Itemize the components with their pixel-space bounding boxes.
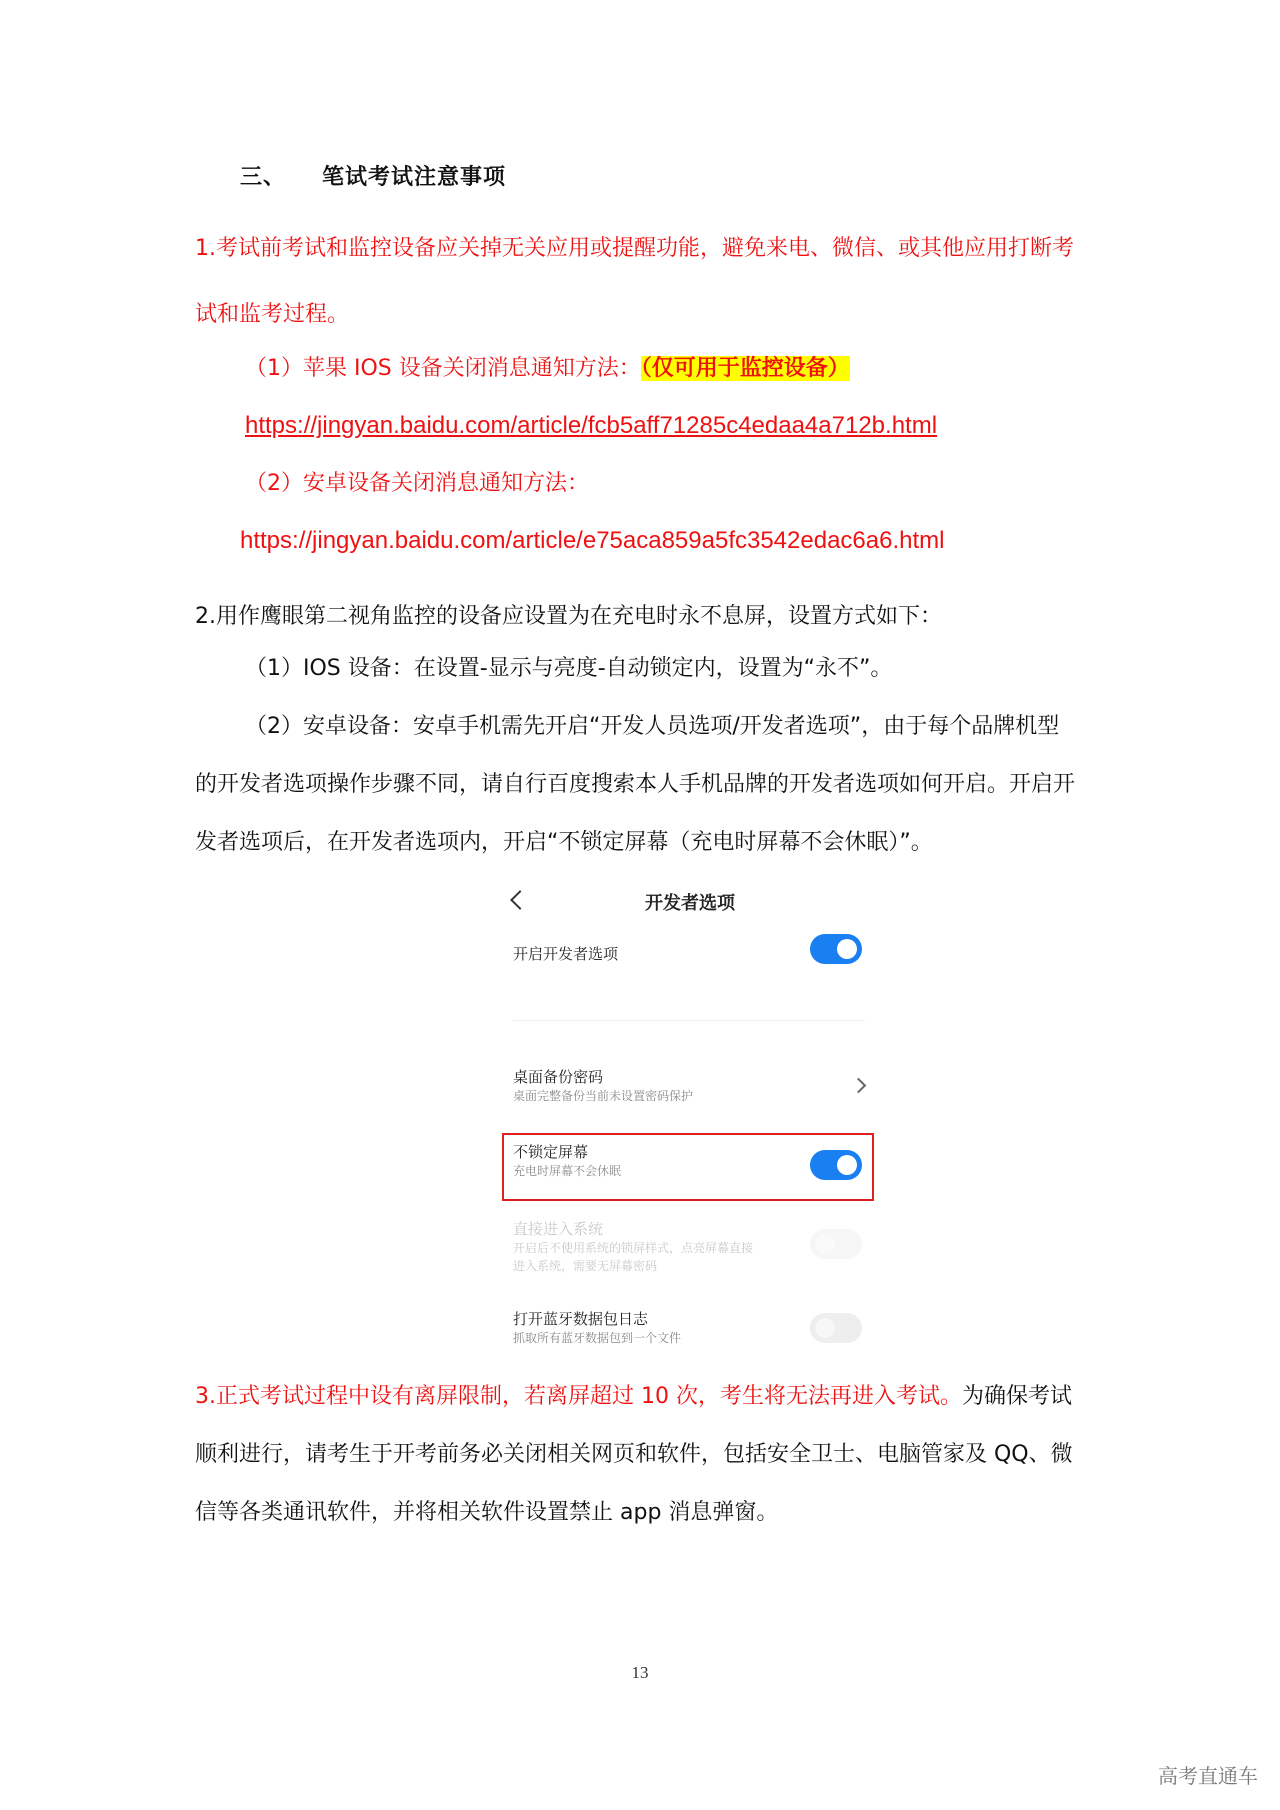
toggle-disabled-icon — [810, 1229, 862, 1259]
row-title: 打开蓝牙数据包日志 — [513, 1310, 649, 1328]
item2-line1: 2.用作鹰眼第二视角监控的设备应设置为在充电时永不息屏，设置方式如下： — [195, 604, 942, 629]
item3-line3: 信等各类通讯软件，并将相关软件设置禁止 app 消息弹窗。 — [195, 1500, 779, 1525]
row-subtitle-2: 进入系统，需要无屏幕密码 — [513, 1259, 658, 1273]
page-number: 13 — [631, 1663, 649, 1682]
ios-notify-label: （1）苹果 IOS 设备关闭消息通知方法： — [245, 356, 641, 381]
section-heading — [240, 160, 506, 191]
row-subtitle: 桌面完整备份当前未设置密码保护 — [513, 1089, 694, 1103]
item1-line2: 试和监考过程。 — [195, 302, 350, 327]
item2-android-line3: 发者选项后，在开发者选项内，开启“不锁定屏幕（充电时屏幕不会休眠）”。 — [195, 830, 933, 855]
chevron-right-icon — [851, 1078, 867, 1094]
row-keep-screen-on — [513, 1141, 621, 1180]
row-enable-developer-options — [513, 943, 618, 964]
section-title: 笔试考试注意事项 — [322, 165, 507, 190]
item3-black-text: 为确保考试 — [961, 1384, 1072, 1409]
row-direct-enter-system — [513, 1218, 753, 1275]
row-title: 开启开发者选项 — [513, 945, 619, 963]
divider — [513, 1020, 865, 1021]
ios-notify-note: （仅可用于监控设备） — [640, 356, 850, 381]
toggle-on-icon — [810, 1150, 862, 1180]
developer-options-screenshot — [505, 885, 875, 1355]
item2-android-line1: （2）安卓设备：安卓手机需先开启“开发人员选项/开发者选项”，由于每个品牌机型 — [245, 714, 1060, 739]
row-title: 直接进入系统 — [513, 1220, 604, 1238]
android-notify-label: （2）安卓设备关闭消息通知方法： — [245, 471, 589, 496]
item2-android-line2: 的开发者选项操作步骤不同，请自行百度搜索本人手机品牌的开发者选项如何开启。开启开 — [195, 772, 1076, 797]
row-bluetooth-log — [513, 1308, 681, 1347]
row-subtitle: 充电时屏幕不会休眠 — [513, 1164, 622, 1178]
item3-line2: 顺利进行，请考生于开考前务必关闭相关网页和软件，包括安全卫士、电脑管家及 QQ、微 — [195, 1442, 1073, 1467]
ios-notify-heading — [245, 354, 850, 384]
ios-notify-link[interactable]: https://jingyan.baidu.com/article/fcb5aff71285c4edaa4a712b.html — [245, 412, 938, 439]
row-title: 不锁定屏幕 — [513, 1143, 589, 1161]
watermark: 高考直通车 — [1158, 1764, 1258, 1788]
row-subtitle: 抓取所有蓝牙数据包到一个文件 — [513, 1331, 682, 1345]
toggle-off-icon — [810, 1313, 862, 1343]
item2-ios: （1）IOS 设备：在设置-显示与亮度-自动锁定内，设置为“永不”。 — [245, 656, 893, 681]
row-title: 桌面备份密码 — [513, 1068, 604, 1086]
row-desktop-backup-password — [513, 1066, 693, 1105]
item1-line1: 1.考试前考试和监控设备应关掉无关应用或提醒功能，避免来电、微信、或其他应用打断考 — [195, 236, 1074, 261]
android-notify-link[interactable]: https://jingyan.baidu.com/article/e75aca859a5fc3542edac6a6.html — [240, 527, 945, 554]
toggle-on-icon — [810, 934, 862, 964]
screenshot-title: 开发者选项 — [645, 893, 735, 914]
item3-red-text: 3.正式考试过程中设有离屏限制，若离屏超过 10 次，考生将无法再进入考试。 — [195, 1384, 962, 1409]
row-subtitle: 开启后不使用系统的锁屏样式，点亮屏幕直接 — [513, 1241, 754, 1255]
item3-line1 — [195, 1382, 1072, 1412]
section-number: 三、 — [240, 165, 287, 190]
